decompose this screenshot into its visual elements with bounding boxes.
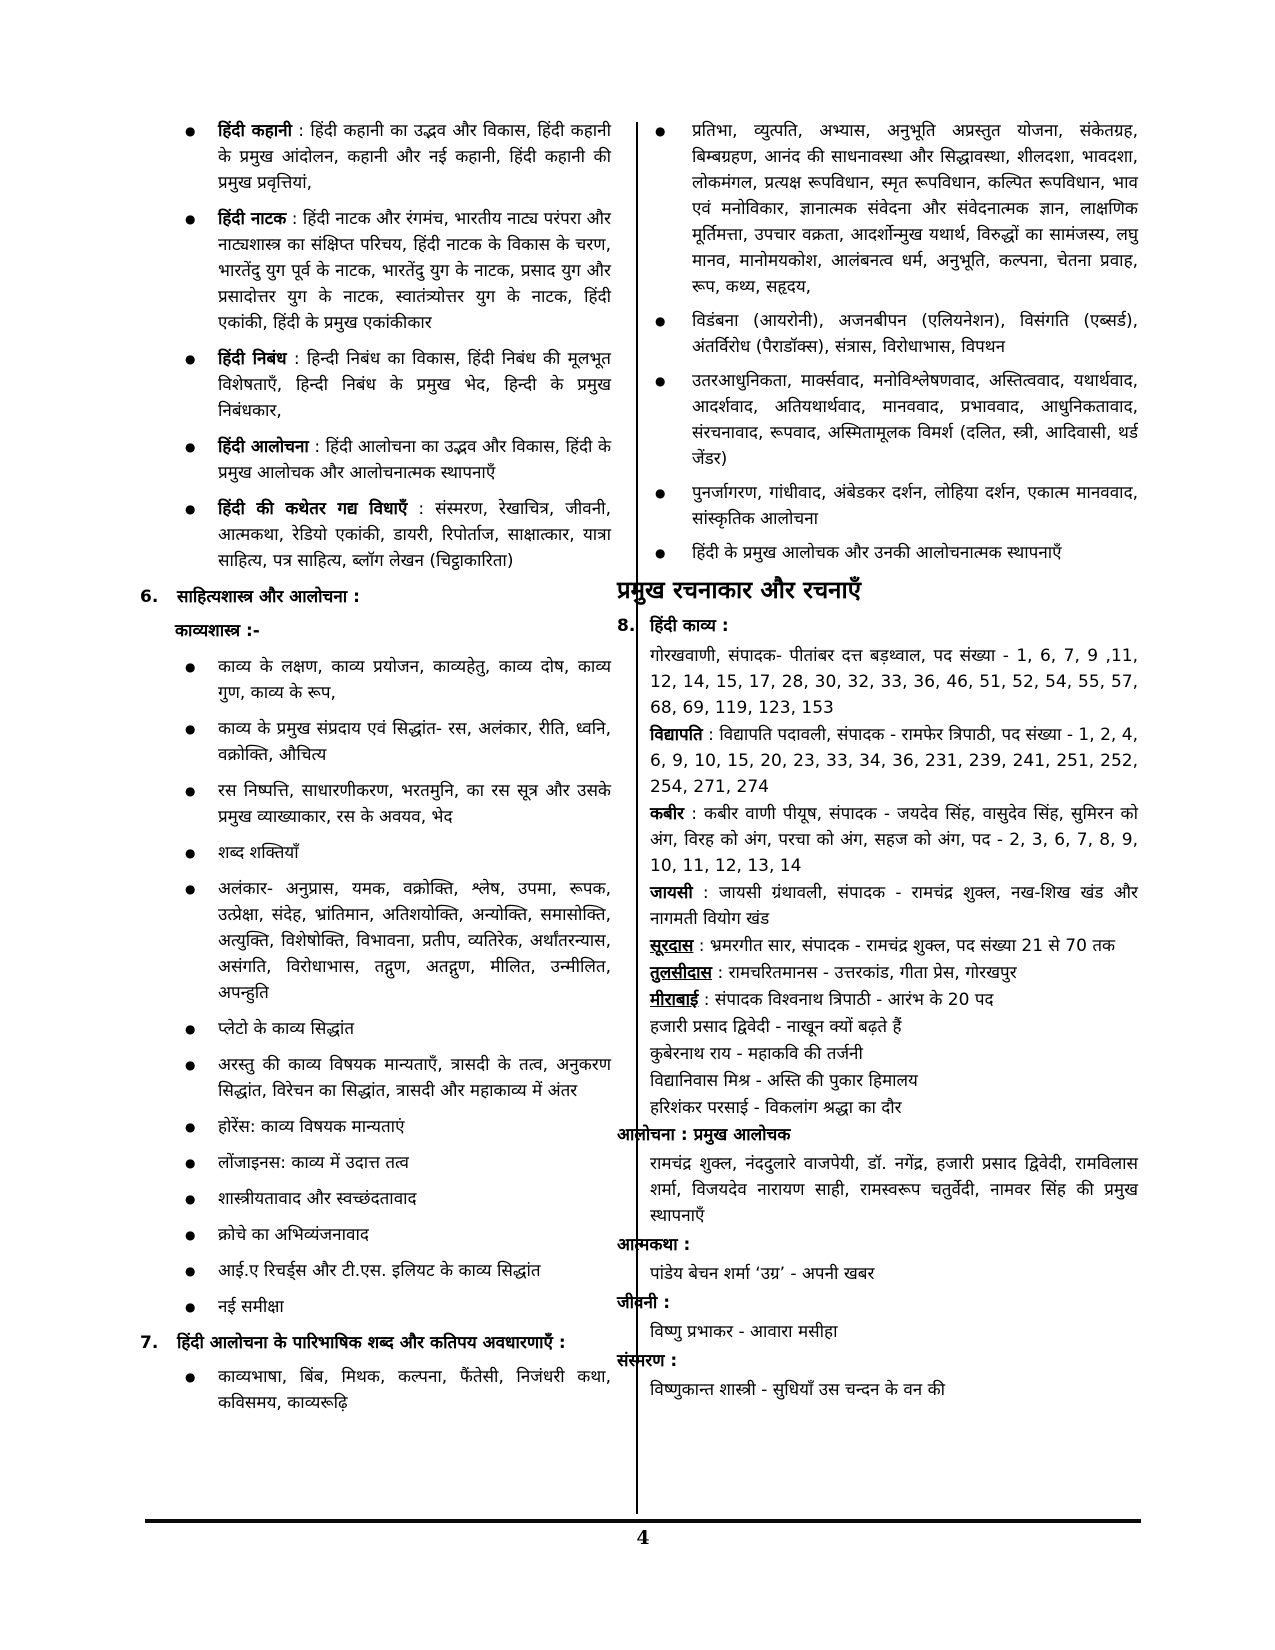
body-text: : कबीर वाणी पीयूष, संपादक - जयदेव सिंह, वासुदेव सिंह, सुमिरन को अंग, विरह को अंग, परचा को अंग, सहज को अंग, पद - 2, 3, 6, 7, 8, 9, 10, 11, 12, 13, 14 (650, 804, 1138, 876)
bullet-text (218, 118, 611, 196)
bullet-icon: ● (655, 374, 666, 388)
body-text: होरेंस: काव्य विषयक मान्यताएं (218, 1117, 405, 1137)
body-text: पुनर्जागरण, गांधीवाद, अंबेडकर दर्शन, लोहिया दर्शन, एकात्म मानववाद, सांस्कृतिक आलोचना (692, 483, 1138, 529)
bullet-icon: ● (185, 1264, 196, 1278)
bullet-text (218, 1294, 611, 1320)
paragraph (617, 722, 1138, 800)
bullet-item (617, 368, 1138, 472)
bullet-icon: ● (185, 124, 196, 138)
lead-text: हिंदी नाटक (218, 209, 287, 229)
item-number: 6. (140, 587, 159, 607)
bullet-text (218, 1222, 611, 1248)
bullet-item (140, 1052, 611, 1104)
heading-text: हिंदी आलोचना के पारिभाषिक शब्द और कतिपय अवधारणाएँ : (177, 1333, 566, 1353)
bullet-text (218, 654, 611, 706)
item-number: 7. (140, 1333, 159, 1353)
bullet-icon: ● (185, 1192, 196, 1206)
bullet-icon: ● (185, 1156, 196, 1170)
body-text: विडंबना (आयरोनी), अजनबीपन (एलियनेशन), विसंगति (एब्सर्ड), अंतर्विरोध (पैराडॉक्स), संत्रास, विरोधाभास, विपथन (692, 311, 1138, 357)
bullet-icon: ● (185, 1300, 196, 1314)
bullet-item (140, 206, 611, 336)
bullet-item (140, 778, 611, 830)
body-text: काव्यभाषा, बिंब, मिथक, कल्पना, फैंतेसी, निजंधरी कथा, कविसमय, काव्यरूढ़ि (218, 1367, 611, 1413)
body-text: हिंदी के प्रमुख आलोचक और उनकी आलोचनात्मक स्थापनाएँ (692, 543, 1062, 563)
body-text: : हिन्दी निबंध का विकास, हिंदी निबंध की मूलभूत विशेषताएँ, हिन्दी निबंध के प्रमुख भेद, हिन्दी के प्रमुख निबंधकार, (218, 349, 611, 421)
bullet-text (692, 368, 1138, 472)
bullet-text (218, 1364, 611, 1416)
body-text: उतरआधुनिकता, मार्क्सवाद, मनोविश्लेषणवाद, अस्तित्ववाद, यथार्थवाद, आदर्शवाद, अतियथार्थवाद, मानववाद, प्रभाववाद, आधुनिकतावाद, संरचनावाद, रूपवाद, अस्मितामूलक विमर्श (दलित, स्त्री, आदिवासी, थर्ड जेंडर) (692, 371, 1138, 469)
body-text: : जायसी ग्रंथावली, संपादक - रामचंद्र शुक्ल, नख-शिख खंड और नागमती वियोग खंड (650, 883, 1138, 929)
bullet-icon: ● (185, 352, 196, 366)
bullet-item (140, 1222, 611, 1248)
body-text: शब्द शक्तियाँ (218, 843, 299, 863)
bullet-icon: ● (185, 502, 196, 516)
bold-heading: जीवनी : (617, 1293, 671, 1313)
bullet-item (140, 118, 611, 196)
body-text: गोरखवाणी, संपादक- पीतांबर दत्त बड़थ्वाल, पद संख्या - 1, 6, 7, 9 ,11, 12, 14, 15, 17, 28, 30, 32, 33, 36, 46, 51, 52, 54, 55, 57, 68, 69, 119, 123, 153 (650, 646, 1138, 718)
bullet-icon: ● (185, 440, 196, 454)
bullet-item (140, 1016, 611, 1042)
bullet-item (617, 480, 1138, 532)
bullet-item (617, 118, 1138, 300)
bullet-icon: ● (655, 546, 666, 560)
bullet-icon: ● (185, 722, 196, 736)
bullet-icon: ● (185, 1120, 196, 1134)
bold-heading: आत्मकथा : (617, 1235, 691, 1255)
paragraph (617, 643, 1138, 721)
paragraph (617, 880, 1138, 932)
lead-text: मीराबाई (650, 990, 699, 1010)
bullet-text (692, 480, 1138, 532)
bullet-icon: ● (655, 124, 666, 138)
indent-paragraph: पांडेय बेचन शर्मा ‘उग्र’ - अपनी खबर (650, 1264, 875, 1284)
paragraph (617, 987, 1138, 1013)
paragraph (617, 1068, 1138, 1094)
bullet-icon: ● (185, 212, 196, 226)
bullet-item (617, 308, 1138, 360)
bullet-item (140, 876, 611, 1006)
indent-paragraph: रामचंद्र शुक्ल, नंददुलारे वाजपेयी, डॉ. नगेंद्र, हजारी प्रसाद द्विवेदी, रामविलास शर्मा, विजयदेव नारायण साही, रामस्वरूप चतुर्वेदी, नामवर सिंह की प्रमुख स्थापनाएँ (650, 1154, 1138, 1226)
body-text: : संपादक विश्वनाथ त्रिपाठी - आरंभ के 20 पद (698, 990, 994, 1010)
numbered-heading (140, 1330, 611, 1356)
body-text: शास्त्रीयतावाद और स्वच्छंदतावाद (218, 1189, 417, 1209)
body-text: अरस्तु की काव्य विषयक मान्यताएँ, त्रासदी के तत्व, अनुकरण सिद्धांत, विरेचन का सिद्धांत, त्रासदी और महाकाव्य में अंतर (218, 1055, 611, 1101)
body-text: प्रतिभा, व्युत्पति, अभ्यास, अनुभूति अप्रस्तुत योजना, संकेतग्रह, बिम्बग्रहण, आनंद की साधनावस्था और सिद्धावस्था, शीलदशा, भावदशा, लोकमंगल, प्रत्यक्ष रूपविधान, स्मृत रूपविधान, कल्पित रूपविधान, भाव एवं मनोविकार, ज्ञानात्मक संवेदना और संवेदनात्मक ज्ञान, लाक्षणिक मूर्तिमत्ता, उपचार वक्रता, आदर्शोन्मुख यथार्थ, विरुद्धों का सामंजस्य, लघु मानव, मानोमयकोश, आलंबनत्व धर्म, अनुभूति, कल्पना, चेतना प्रवाह, रूप, कथ्य, सहृदय, (692, 121, 1138, 297)
bullet-item (140, 716, 611, 768)
body-text: काव्य के लक्षण, काव्य प्रयोजन, काव्यहेतु, काव्य दोष, काव्य गुण, काव्य के रूप, (218, 657, 611, 703)
bullet-item (140, 346, 611, 424)
bullet-text (218, 1186, 611, 1212)
bullet-text (692, 308, 1138, 360)
lead-text: विद्यापति (650, 725, 703, 745)
lead-text: हिंदी निबंध (218, 349, 287, 369)
bullet-item (140, 1258, 611, 1284)
body-text: अलंकार- अनुप्रास, यमक, वक्रोक्ति, श्लेष, उपमा, रूपक, उत्प्रेक्षा, संदेह, भ्रांतिमान, अतिशयोक्ति, अन्योक्ति, समासोक्ति, अत्युक्ति, विशेषोक्ति, विभावना, प्रतीप, व्यतिरेक, अर्थांतरन्यास, असंगति, विरोधाभास, तद्गुण, अतद्गुण, मीलित, उन्मीलित, अपन्हुति (218, 879, 611, 1003)
heading-text: साहित्यशास्त्र और आलोचना : (177, 587, 360, 607)
bullet-item (140, 1150, 611, 1176)
body-text: हरिशंकर परसाई - विकलांग श्रद्धा का दौर (650, 1098, 902, 1118)
bullet-icon: ● (185, 1370, 196, 1384)
body-text: नई समीक्षा (218, 1297, 284, 1317)
bullet-icon: ● (655, 486, 666, 500)
bullet-item (140, 1364, 611, 1416)
bullet-item (140, 496, 611, 574)
bullet-text (218, 1052, 611, 1104)
bullet-item (140, 840, 611, 866)
footer-rule (145, 1519, 1141, 1523)
bullet-text (218, 1258, 611, 1284)
bullet-text (218, 716, 611, 768)
bullet-text (692, 118, 1138, 300)
bullet-item (140, 654, 611, 706)
heading-text: हिंदी काव्य : (650, 616, 729, 636)
numbered-heading (617, 613, 1138, 639)
section-heading: प्रमुख रचनाकार और रचनाएँ (617, 576, 861, 604)
lead-text: तुलसीदास (650, 963, 713, 983)
indent-paragraph: विष्णु प्रभाकर - आवारा मसीहा (650, 1322, 838, 1342)
bullet-item (140, 1114, 611, 1140)
body-text: : संस्मरण, रेखाचित्र, जीवनी, आत्मकथा, रेडियो एकांकी, डायरी, रिपोर्ताज, साक्षात्कार, यात्रा साहित्य, पत्र साहित्य, ब्लॉग लेखन (चिट्ठाकारिता) (218, 499, 611, 571)
bullet-text (218, 1016, 611, 1042)
body-text: प्लेटो के काव्य सिद्धांत (218, 1019, 355, 1039)
paragraph (617, 801, 1138, 879)
bullet-icon: ● (185, 882, 196, 896)
bullet-text (218, 876, 611, 1006)
bullet-icon: ● (185, 1022, 196, 1036)
lead-text: हिंदी कहानी (218, 121, 292, 141)
sub-heading: काव्यशास्त्र :- (175, 621, 260, 641)
indent-paragraph: विष्णुकान्त शास्त्री - सुधियाँ उस चन्दन के वन की (650, 1380, 946, 1400)
paragraph (617, 933, 1138, 959)
body-text: रस निष्पत्ति, साधारणीकरण, भरतमुनि, का रस सूत्र और उसके प्रमुख व्याख्याकार, रस के अवयव, भेद (218, 781, 611, 827)
page-number: 4 (636, 1527, 650, 1549)
bullet-icon: ● (185, 1058, 196, 1072)
bullet-text (218, 496, 611, 574)
bullet-text (218, 1114, 611, 1140)
lead-text: सूरदास (650, 936, 694, 956)
bullet-icon: ● (185, 1228, 196, 1242)
body-text: : हिंदी कहानी का उद्भव और विकास, हिंदी कहानी के प्रमुख आंदोलन, कहानी और नई कहानी, हिंदी कहानी की प्रमुख प्रवृत्तियां, (218, 121, 611, 193)
bullet-item (140, 1294, 611, 1320)
body-text: विद्यानिवास मिश्र - अस्ति की पुकार हिमालय (650, 1071, 918, 1091)
right-column (617, 118, 1138, 1406)
numbered-heading (140, 584, 611, 610)
body-text: : रामचरितमानस - उत्तरकांड, गीता प्रेस, गोरखपुर (712, 963, 1017, 983)
bullet-item (140, 1186, 611, 1212)
bullet-text (218, 778, 611, 830)
bullet-text (218, 206, 611, 336)
bold-heading: संस्मरण : (617, 1351, 678, 1371)
paragraph (617, 1041, 1138, 1067)
paragraph (617, 1095, 1138, 1121)
bullet-text (218, 346, 611, 424)
bullet-text (218, 840, 611, 866)
bullet-icon: ● (185, 660, 196, 674)
body-text: : हिंदी आलोचना का उद्भव और विकास, हिंदी के प्रमुख आलोचक और आलोचनात्मक स्थापनाएँ (218, 437, 611, 483)
paragraph (617, 960, 1138, 986)
bullet-text (218, 434, 611, 486)
bullet-item (617, 540, 1138, 566)
bold-heading: आलोचना : प्रमुख आलोचक (617, 1125, 791, 1145)
lead-text: हिंदी की कथेतर गद्य विधाएँ (218, 499, 408, 519)
bullet-text (692, 540, 1138, 566)
body-text: : विद्यापति पदावली, संपादक - रामफेर त्रिपाठी, पद संख्या - 1, 2, 4, 6, 9, 10, 15, 20, 23, 33, 34, 36, 231, 239, 241, 251, 252, 254, 271, 274 (650, 725, 1138, 797)
body-text: लोंजाइनस: काव्य में उदात्त तत्व (218, 1153, 410, 1173)
lead-text: हिंदी आलोचना (218, 437, 309, 457)
body-text: हजारी प्रसाद द्विवेदी - नाखून क्यों बढ़ते हैं (650, 1017, 902, 1037)
lead-text: कबीर (650, 804, 685, 824)
body-text: : भ्रमरगीत सार, संपादक - रामचंद्र शुक्ल, पद संख्या 21 से 70 तक (693, 936, 1116, 956)
body-text: : हिंदी नाटक और रंगमंच, भारतीय नाट्य परंपरा और नाट्यशास्त्र का संक्षिप्त परिचय, हिंदी नाटक के विकास के चरण, भारतेंदु युग पूर्व के नाटक, भारतेंदु युग के नाटक, प्रसाद युग और प्रसादोत्तर युग के नाटक, स्वातंत्र्योत्तर युग के नाटक, हिंदी एकांकी, हिंदी के प्रमुख एकांकीकार (218, 209, 611, 333)
bullet-text (218, 1150, 611, 1176)
paragraph (617, 1014, 1138, 1040)
body-text: आई.ए रिचर्ड्स और टी.एस. इलियट के काव्य सिद्धांत (218, 1261, 541, 1281)
lead-text: जायसी (650, 883, 693, 903)
item-number: 8. (617, 616, 636, 636)
body-text: काव्य के प्रमुख संप्रदाय एवं सिद्धांत- रस, अलंकार, रीति, ध्वनि, वक्रोक्ति, औचित्य (218, 719, 611, 765)
bullet-icon: ● (655, 314, 666, 328)
left-column (140, 118, 611, 1426)
bullet-icon: ● (185, 784, 196, 798)
body-text: क्रोचे का अभिव्यंजनावाद (218, 1225, 369, 1245)
body-text: कुबेरनाथ राय - महाकवि की तर्जनी (650, 1044, 863, 1064)
bullet-icon: ● (185, 846, 196, 860)
bullet-item (140, 434, 611, 486)
